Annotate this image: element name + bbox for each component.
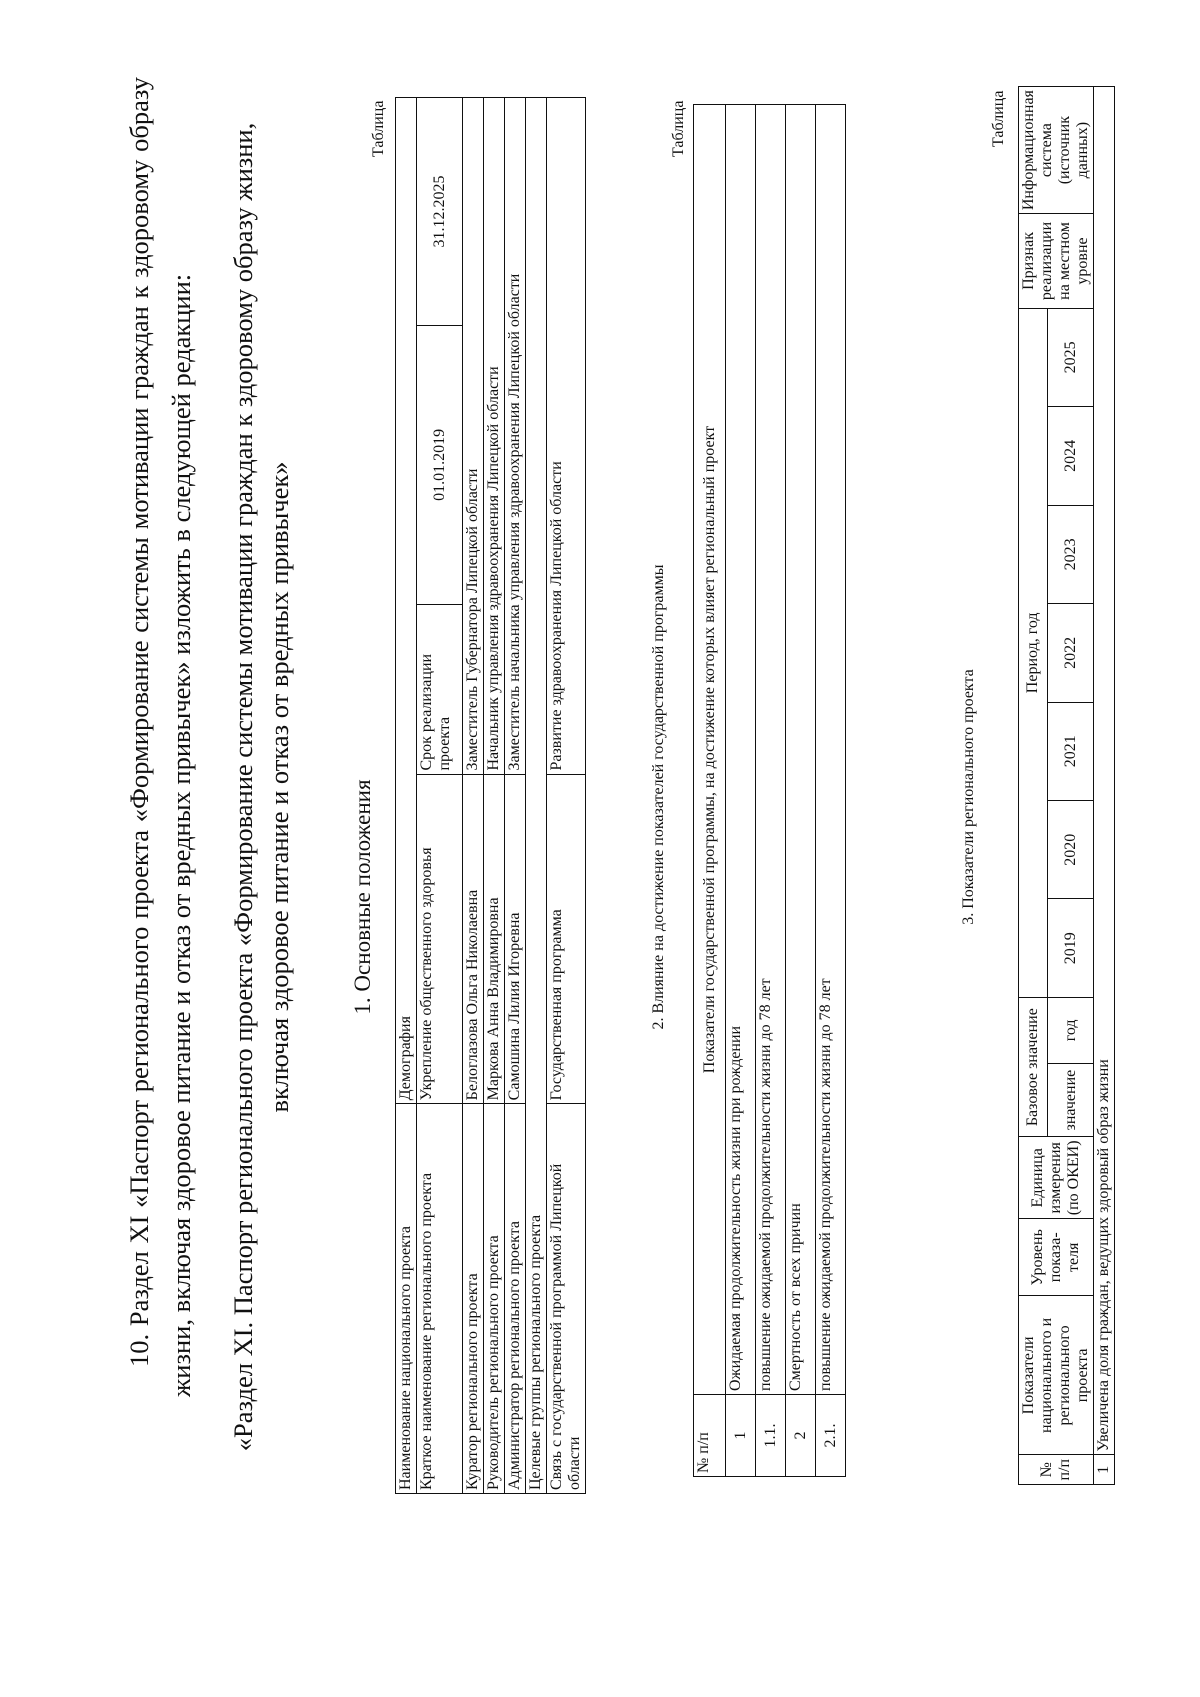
table-cell: Заместитель Губернатора Липецкой области (463, 98, 484, 775)
table-row (505, 98, 526, 1494)
table-header-cell: Базовое значение (1019, 997, 1048, 1136)
table-cell: Заместитель начальника управления здравоохранения Липецкой области (505, 98, 526, 775)
table-row (1094, 87, 1115, 1485)
table-header-cell: Признак реализации на местном уровне (1019, 214, 1094, 308)
section3-title: 3. Показатели регионального проекта (960, 669, 977, 925)
table-header-cell: год (1048, 997, 1094, 1063)
table-cell: Начальник управления здравоохранения Липецкой области (484, 98, 505, 775)
table-cell: Руководитель регионального проекта (484, 1104, 505, 1494)
table-header-cell: Показатели национального и регионального проекта (1019, 1296, 1094, 1455)
section2-title: 2. Влияние на достижение показателей государственной программы (650, 564, 667, 1030)
table-row (526, 98, 547, 1494)
table-header-cell: Информационная система (источник данных) (1019, 87, 1094, 214)
table-header-cell: 2021 (1048, 702, 1094, 800)
table-header-cell: 2022 (1048, 604, 1094, 702)
table-cell: 1.1. (756, 1395, 786, 1477)
table-cell: Развитие здравоохранения Липецкой области (547, 98, 586, 775)
table-cell: Целевые группы регионального проекта (526, 98, 547, 1494)
table-header-cell: № п/п (694, 1395, 726, 1477)
period-start: 01.01.2019 (417, 326, 462, 604)
period-end: 31.12.2025 (430, 175, 448, 248)
table-header-cell: 2023 (1048, 505, 1094, 603)
table-cell: 2.1. (816, 1395, 846, 1477)
table-cell: повышение ожидаемой продолжительности жизни до 78 лет (816, 105, 846, 1395)
table-cell: Самошина Лилия Игоревна (505, 774, 526, 1104)
table-cell: повышение ожидаемой продолжительности жизни до 78 лет (756, 105, 786, 1395)
table-header-cell: значение (1048, 1063, 1094, 1137)
table-cell: Наименование национального проекта (396, 1104, 417, 1494)
table-row (726, 105, 756, 1477)
table-cell: Куратор регионального проекта (463, 1104, 484, 1494)
table-cell: 2 (786, 1395, 816, 1477)
table-cell: Маркова Анна Владимировна (484, 774, 505, 1104)
table-header-cell: Единица измерения (по ОКЕИ) (1019, 1137, 1094, 1219)
table-header-cell: 2025 (1048, 308, 1094, 406)
main-provisions-table (395, 97, 586, 1494)
subsection-title: 1. Основные положения (350, 779, 375, 1015)
section-title: «Раздел XI. Паспорт регионального проекта «Формирование системы мотивации граждан к здоровому образу жизни, включая здоровое питание и отказ от вредных привычек» (228, 122, 294, 1452)
table-header-cell: Период, год (1019, 308, 1048, 997)
table-cell: 1 (726, 1395, 756, 1477)
table-cell: Ожидаемая продолжительность жизни при рождении (726, 105, 756, 1395)
period-cell (417, 98, 463, 605)
table-row (1019, 87, 1048, 1485)
table-cell: Смертность от всех причин (786, 105, 816, 1395)
table-cell: Государственная программа (547, 774, 586, 1104)
table-row (396, 98, 417, 1494)
table-label: Таблица (990, 90, 1007, 147)
table-header-cell: 2020 (1048, 801, 1094, 899)
table-header-cell: 2024 (1048, 407, 1094, 505)
table-row (786, 105, 816, 1477)
table-cell: Краткое наименование регионального проекта (417, 1104, 463, 1494)
program-indicators-table (693, 104, 846, 1477)
table-cell: Демография (396, 98, 417, 1104)
table-row (694, 105, 726, 1477)
table-label: Таблица (370, 100, 387, 157)
table-label: Таблица (670, 100, 687, 157)
table-row (547, 98, 586, 1494)
table-cell: Срок реализации проекта (417, 604, 463, 774)
table-header-cell: 2019 (1048, 899, 1094, 997)
table-cell: Связь с государственной программой Липецкой области (547, 1104, 586, 1494)
table-row (484, 98, 505, 1494)
table-cell: 1 (1094, 1455, 1115, 1485)
project-indicators-table (1018, 86, 1115, 1485)
table-header-cell: Уровень показа- теля (1019, 1219, 1094, 1296)
table-cell: Укрепление общественного здоровья (417, 774, 463, 1104)
table-cell: Белоглазова Ольга Николаевна (463, 774, 484, 1104)
table-row (417, 98, 463, 1494)
table-row (756, 105, 786, 1477)
table-header-cell: Показатели государственной программы, на достижение которых влияет региональный проект (694, 105, 726, 1395)
table-header-cell: № п/п (1019, 1455, 1094, 1485)
table-cell: Администратор регионального проекта (505, 1104, 526, 1494)
amendment-heading: 10. Раздел XI «Паспорт регионального проекта «Формирование системы мотивации граждан к здоровому образу жизни, включая здоровое питание и отказ от вредных привычек» изложить в следующей редакции: (124, 77, 196, 1397)
table-row (816, 105, 846, 1477)
table-cell: Увеличена доля граждан, ведущих здоровый образ жизни (1094, 87, 1115, 1455)
table-row (463, 98, 484, 1494)
